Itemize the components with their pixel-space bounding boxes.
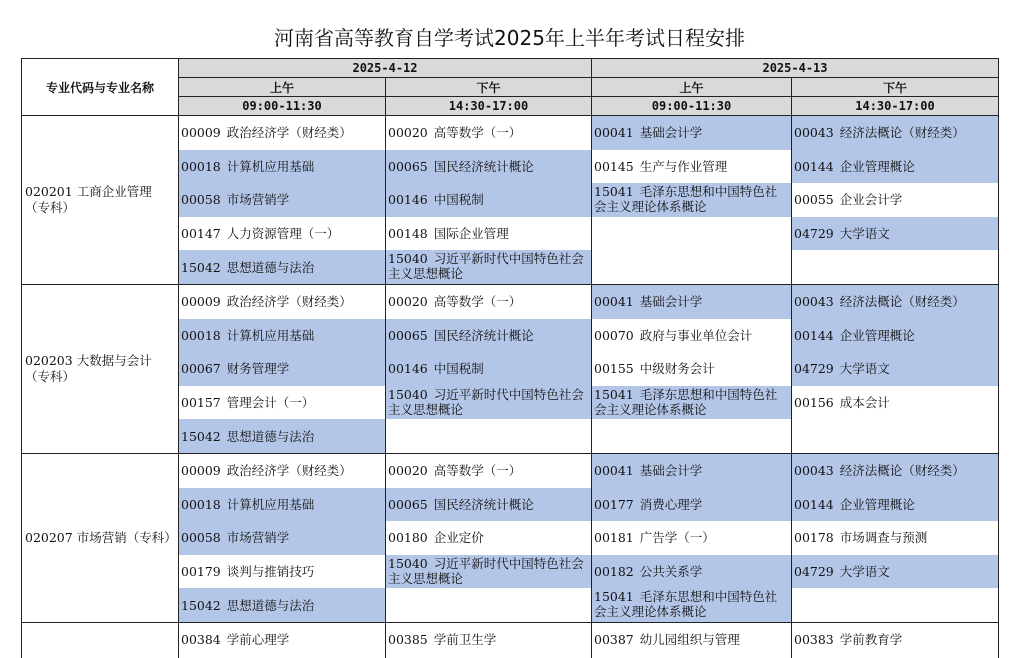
session-slot [179,622,386,658]
date-header-day2: 2025-4-13 [592,59,999,78]
exam-course [592,352,791,386]
exam-course [592,285,791,319]
course-name: 思想道德与法治 [226,597,315,613]
exam-course [792,386,998,420]
session-slot [792,453,999,622]
course-name: 高等数学（一） [433,125,522,141]
exam-schedule-table [21,58,999,658]
course-code: 00182 [594,564,634,580]
date-header-day1: 2025-4-12 [179,59,592,78]
course-name: 国民经济统计概论 [433,158,534,174]
course-name: 中级财务会计 [639,361,715,377]
course-name: 企业定价 [433,530,484,546]
course-code: 00387 [594,632,634,648]
time-header: 14:30-17:00 [792,97,999,116]
course-name: 政治经济学（财经类） [226,463,352,479]
course-code: 00058 [181,530,221,546]
course-name: 学前心理学 [226,632,290,648]
exam-course [179,386,385,420]
course-code: 00020 [388,463,428,479]
exam-course [592,116,791,150]
course-code: 00009 [181,125,221,141]
course-name: 成本会计 [839,395,890,411]
course-code: 00177 [594,496,634,512]
exam-course [792,521,998,555]
exam-course [792,352,998,386]
exam-course [592,555,791,589]
course-code: 00041 [594,294,634,310]
exam-course [386,285,591,319]
course-name: 政治经济学（财经类） [226,294,352,310]
course-code: 00018 [181,327,221,343]
exam-course [179,352,385,386]
course-name: 管理会计（一） [226,395,315,411]
exam-course [592,521,791,555]
course-name: 学前卫生学 [433,632,497,648]
course-name: 中国税制 [433,361,484,377]
exam-course [179,116,385,150]
exam-course [386,352,591,386]
page-title: 河南省高等教育自学考试2025年上半年考试日程安排 [274,26,745,50]
course-name: 思想道德与法治 [226,259,315,275]
session-slot [386,622,592,658]
exam-course [386,521,591,555]
course-code: 00147 [181,226,221,242]
course-name: 计算机应用基础 [226,327,315,343]
session-slot [792,284,999,453]
course-name: 财务管理学 [226,361,290,377]
course-name: 大学语文 [839,226,890,242]
exam-course [592,588,791,622]
session-slot [386,284,592,453]
course-code: 00065 [388,158,428,174]
course-code: 04729 [794,361,834,377]
course-code: 00041 [594,125,634,141]
course-code: 00065 [388,496,428,512]
course-code: 00148 [388,226,428,242]
course-name: 毛泽东思想和中国特色社会主义理论体系概论 [594,386,778,417]
major-name-cell: 020203 大数据与会计（专科） [22,284,179,453]
period-header: 下午 [792,78,999,97]
exam-course [386,319,591,353]
course-code: 00041 [594,463,634,479]
session-slot [792,622,999,658]
course-name: 计算机应用基础 [226,158,315,174]
exam-course [179,319,385,353]
course-name: 市场营销学 [226,530,290,546]
session-slot [792,116,999,285]
exam-course [592,150,791,184]
exam-course [179,588,385,622]
course-name: 谈判与推销技巧 [226,564,315,580]
course-name: 人力资源管理（一） [226,226,340,242]
course-code: 00070 [594,327,634,343]
course-name: 基础会计学 [639,463,703,479]
course-name: 毛泽东思想和中国特色社会主义理论体系概论 [594,589,778,620]
course-code: 00178 [794,530,834,546]
session-slot [386,453,592,622]
course-code: 00018 [181,158,221,174]
exam-course [592,386,791,420]
course-code: 15042 [181,259,221,275]
course-code: 00384 [181,632,221,648]
course-code: 15041 [594,386,634,402]
course-code: 00181 [594,530,634,546]
course-name: 中国税制 [433,192,484,208]
course-code: 15041 [594,184,634,200]
course-code: 00144 [794,496,834,512]
course-code: 15040 [388,555,428,571]
course-code: 00009 [181,294,221,310]
course-code: 00009 [181,463,221,479]
course-name: 大学语文 [839,564,890,580]
major-name-cell: 020207 市场营销（专科） [22,453,179,622]
major-name-cell [22,622,179,658]
course-code: 00155 [594,361,634,377]
course-code: 04729 [794,564,834,580]
major-row [22,622,999,658]
exam-course [179,285,385,319]
exam-course [386,623,591,657]
exam-course [592,319,791,353]
exam-course [179,183,385,217]
course-code: 00020 [388,125,428,141]
course-name: 国际企业管理 [433,226,509,242]
course-name: 企业管理概论 [839,327,915,343]
major-row [22,284,999,453]
course-code: 00145 [594,158,634,174]
course-name: 基础会计学 [639,294,703,310]
session-slot [592,453,792,622]
course-name: 企业管理概论 [839,158,915,174]
course-code: 00156 [794,395,834,411]
course-code: 00144 [794,327,834,343]
course-name: 计算机应用基础 [226,496,315,512]
session-slot [592,622,792,658]
session-slot [592,284,792,453]
exam-course [179,250,385,284]
exam-course [386,454,591,488]
course-name: 公共关系学 [639,564,703,580]
course-code: 15041 [594,589,634,605]
course-code: 00067 [181,361,221,377]
course-code: 15040 [388,386,428,402]
exam-course [792,488,998,522]
course-name: 市场营销学 [226,192,290,208]
exam-course [792,183,998,217]
course-name: 毛泽东思想和中国特色社会主义理论体系概论 [594,184,778,215]
course-code: 15042 [181,428,221,444]
exam-course [386,183,591,217]
course-name: 经济法概论（财经类） [839,463,965,479]
exam-course [792,150,998,184]
major-row [22,116,999,285]
course-name: 广告学（一） [639,530,715,546]
course-name: 幼儿园组织与管理 [639,632,740,648]
exam-course [179,419,385,453]
course-name: 学前教育学 [839,632,903,648]
course-code: 00157 [181,395,221,411]
exam-course [179,488,385,522]
exam-course [792,285,998,319]
schedule-body [22,116,999,658]
course-name: 大学语文 [839,361,890,377]
exam-course [386,250,591,284]
course-code: 00385 [388,632,428,648]
major-name-cell: 020201 工商企业管理（专科） [22,116,179,285]
course-name: 高等数学（一） [433,463,522,479]
exam-course [792,555,998,589]
exam-course [179,454,385,488]
session-slot [179,453,386,622]
exam-course [792,116,998,150]
time-header: 09:00-11:30 [592,97,792,116]
course-code: 00043 [794,463,834,479]
course-code: 00383 [794,632,834,648]
course-code: 00020 [388,294,428,310]
exam-course [386,488,591,522]
exam-course [792,454,998,488]
exam-course [792,217,998,251]
session-slot [592,116,792,285]
course-code: 15042 [181,597,221,613]
exam-course [386,116,591,150]
time-header: 09:00-11:30 [179,97,386,116]
exam-course [179,623,385,657]
course-code: 00058 [181,192,221,208]
course-name: 政治经济学（财经类） [226,125,352,141]
exam-course [792,623,998,657]
course-code: 00146 [388,361,428,377]
course-name: 思想道德与法治 [226,428,315,444]
exam-course [179,521,385,555]
session-slot [179,284,386,453]
exam-course [792,319,998,353]
course-name: 基础会计学 [639,125,703,141]
exam-course [386,217,591,251]
course-name: 企业会计学 [839,192,903,208]
course-code: 00055 [794,192,834,208]
course-name: 消费心理学 [639,496,703,512]
course-name: 习近平新时代中国特色社会主义思想概论 [388,386,584,417]
course-code: 00043 [794,125,834,141]
course-name: 政府与事业单位会计 [639,327,753,343]
period-header: 上午 [179,78,386,97]
exam-course [386,150,591,184]
course-code: 00180 [388,530,428,546]
course-code: 00144 [794,158,834,174]
period-header: 上午 [592,78,792,97]
course-name: 国民经济统计概论 [433,496,534,512]
exam-course [179,150,385,184]
major-column-header: 专业代码与专业名称 [22,59,179,116]
exam-course [592,488,791,522]
course-name: 生产与作业管理 [639,158,728,174]
course-code: 00018 [181,496,221,512]
course-code: 15040 [388,251,428,267]
course-name: 国民经济统计概论 [433,327,534,343]
course-code: 00043 [794,294,834,310]
course-name: 习近平新时代中国特色社会主义思想概论 [388,251,584,282]
major-row [22,453,999,622]
session-slot [386,116,592,285]
exam-course [179,217,385,251]
period-header: 下午 [386,78,592,97]
course-code: 00146 [388,192,428,208]
course-code: 00065 [388,327,428,343]
course-code: 04729 [794,226,834,242]
time-header: 14:30-17:00 [386,97,592,116]
exam-course [592,183,791,217]
course-name: 市场调查与预测 [839,530,928,546]
exam-course [386,555,591,589]
course-name: 经济法概论（财经类） [839,294,965,310]
exam-course [386,386,591,420]
course-name: 企业管理概论 [839,496,915,512]
exam-course [592,623,791,657]
course-name: 经济法概论（财经类） [839,125,965,141]
course-name: 高等数学（一） [433,294,522,310]
session-slot [179,116,386,285]
course-name: 习近平新时代中国特色社会主义思想概论 [388,555,584,586]
exam-course [179,555,385,589]
exam-course [592,454,791,488]
course-code: 00179 [181,564,221,580]
